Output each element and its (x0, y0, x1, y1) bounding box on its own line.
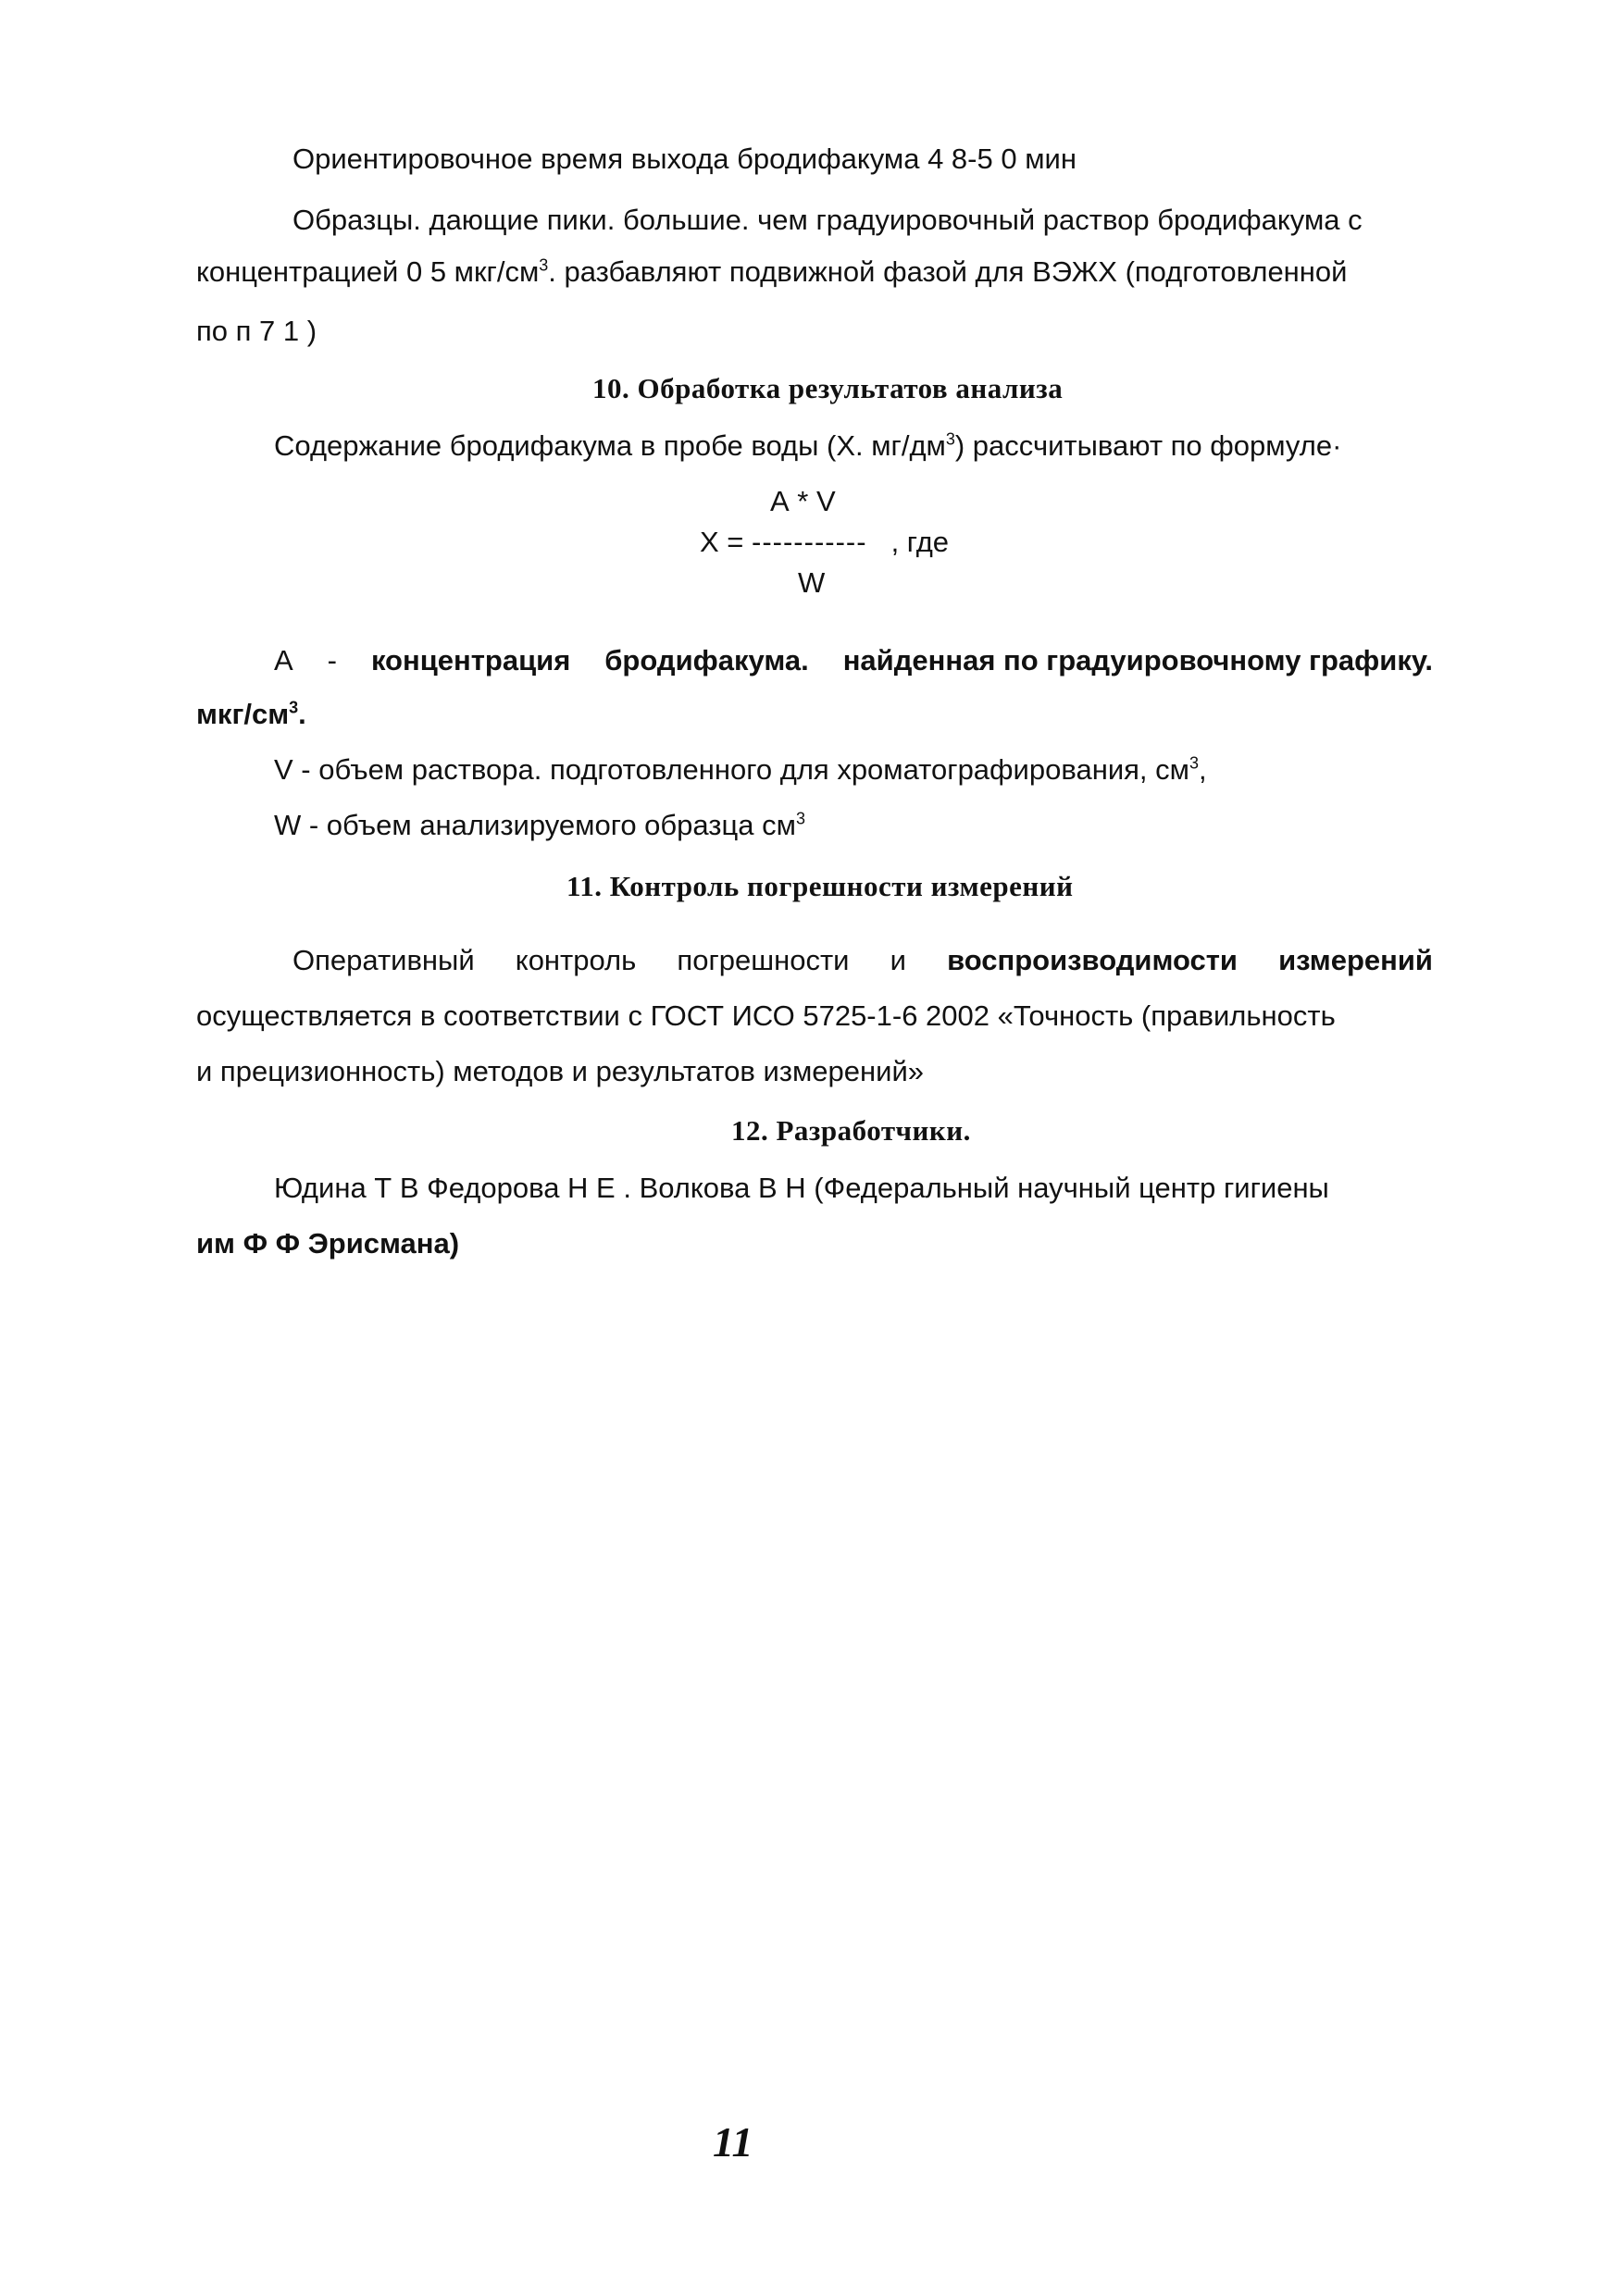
definition-a-word-1: концентрация (370, 644, 571, 676)
definition-w-text: W - объем анализируемого образца см (274, 809, 796, 841)
control-word-4: и (890, 944, 906, 976)
definition-a-end: . (298, 698, 306, 730)
control-line-2: осуществляется в соответствии с ГОСТ ИСО 5725-1-6 2002 «Точность (правильность (196, 999, 1336, 1032)
definition-w-line (274, 807, 805, 844)
retention-time-line: Ориентировочное время выхода бродифакума 4 8-5 0 мин (292, 143, 1077, 175)
control-word-6: измерений (1278, 944, 1433, 976)
calc-intro-text-b: ) рассчитывают по формуле· (954, 429, 1342, 462)
developers-line-2: им Ф Ф Эрисмана) (196, 1227, 460, 1260)
definition-v-end: , (1199, 753, 1207, 786)
section-12-heading: 12. Разработчики. (731, 1114, 971, 1147)
definition-a-word-2: бродифакума. (604, 644, 809, 676)
samples-line-2-text-b: . разбавляют подвижной фазой для ВЭЖХ (подготовленной (548, 255, 1348, 288)
samples-line-2-text-a: концентрацией 0 5 мкг/см (196, 255, 540, 288)
section-11-heading: 11. Контроль погрешности измерений (566, 870, 1074, 902)
page-number: 11 (713, 2118, 753, 2166)
superscript-3: 3 (945, 429, 955, 449)
control-word-5: воспроизводимости (947, 944, 1238, 976)
superscript-3: 3 (1189, 753, 1199, 773)
definition-v-text: V - объем раствора. подготовленного для хроматографирования, см (274, 753, 1189, 786)
control-line-1 (292, 942, 1433, 979)
developers-line-1: Юдина Т В Федорова Н Е . Волкова В Н (Федеральный научный центр гигиены (274, 1172, 1329, 1204)
calc-intro-text-a: Содержание бродифакума в пробе воды (X. мг/дм (274, 429, 946, 462)
samples-line-1: Образцы. дающие пики. большие. чем градуировочный раствор бродифакума с (292, 204, 1363, 236)
definition-a-unit: мкг/см (196, 698, 290, 730)
formula-fraction-bar: ----------- (752, 526, 867, 558)
definition-a-line-1 (274, 642, 1433, 679)
samples-line-3: по п 7 1 ) (196, 315, 317, 347)
definition-v-line (274, 751, 1207, 788)
formula-denominator: W (798, 566, 826, 599)
formula-numerator: А * V (770, 485, 836, 517)
formula-where: , где (890, 526, 950, 558)
definition-a-dash: - (327, 644, 337, 676)
control-word-2: контроль (515, 944, 637, 976)
definition-a-line-2 (196, 696, 306, 733)
formula-line (700, 524, 949, 561)
formula-lhs: X = (700, 526, 753, 558)
definition-a-symbol: А (274, 644, 293, 676)
section-10-heading: 10. Обработка результатов анализа (592, 372, 1064, 404)
control-word-3: погрешности (677, 944, 850, 976)
calc-intro-line (274, 428, 1341, 465)
superscript-3: 3 (795, 809, 805, 828)
superscript-3: 3 (289, 698, 299, 717)
control-word-1: Оперативный (292, 944, 475, 976)
samples-line-2 (196, 254, 1347, 291)
superscript-3: 3 (539, 255, 549, 275)
control-line-3: и прецизионность) методов и результатов измерений» (196, 1055, 925, 1087)
definition-a-word-3: найденная по градуировочному графику. (842, 644, 1433, 676)
